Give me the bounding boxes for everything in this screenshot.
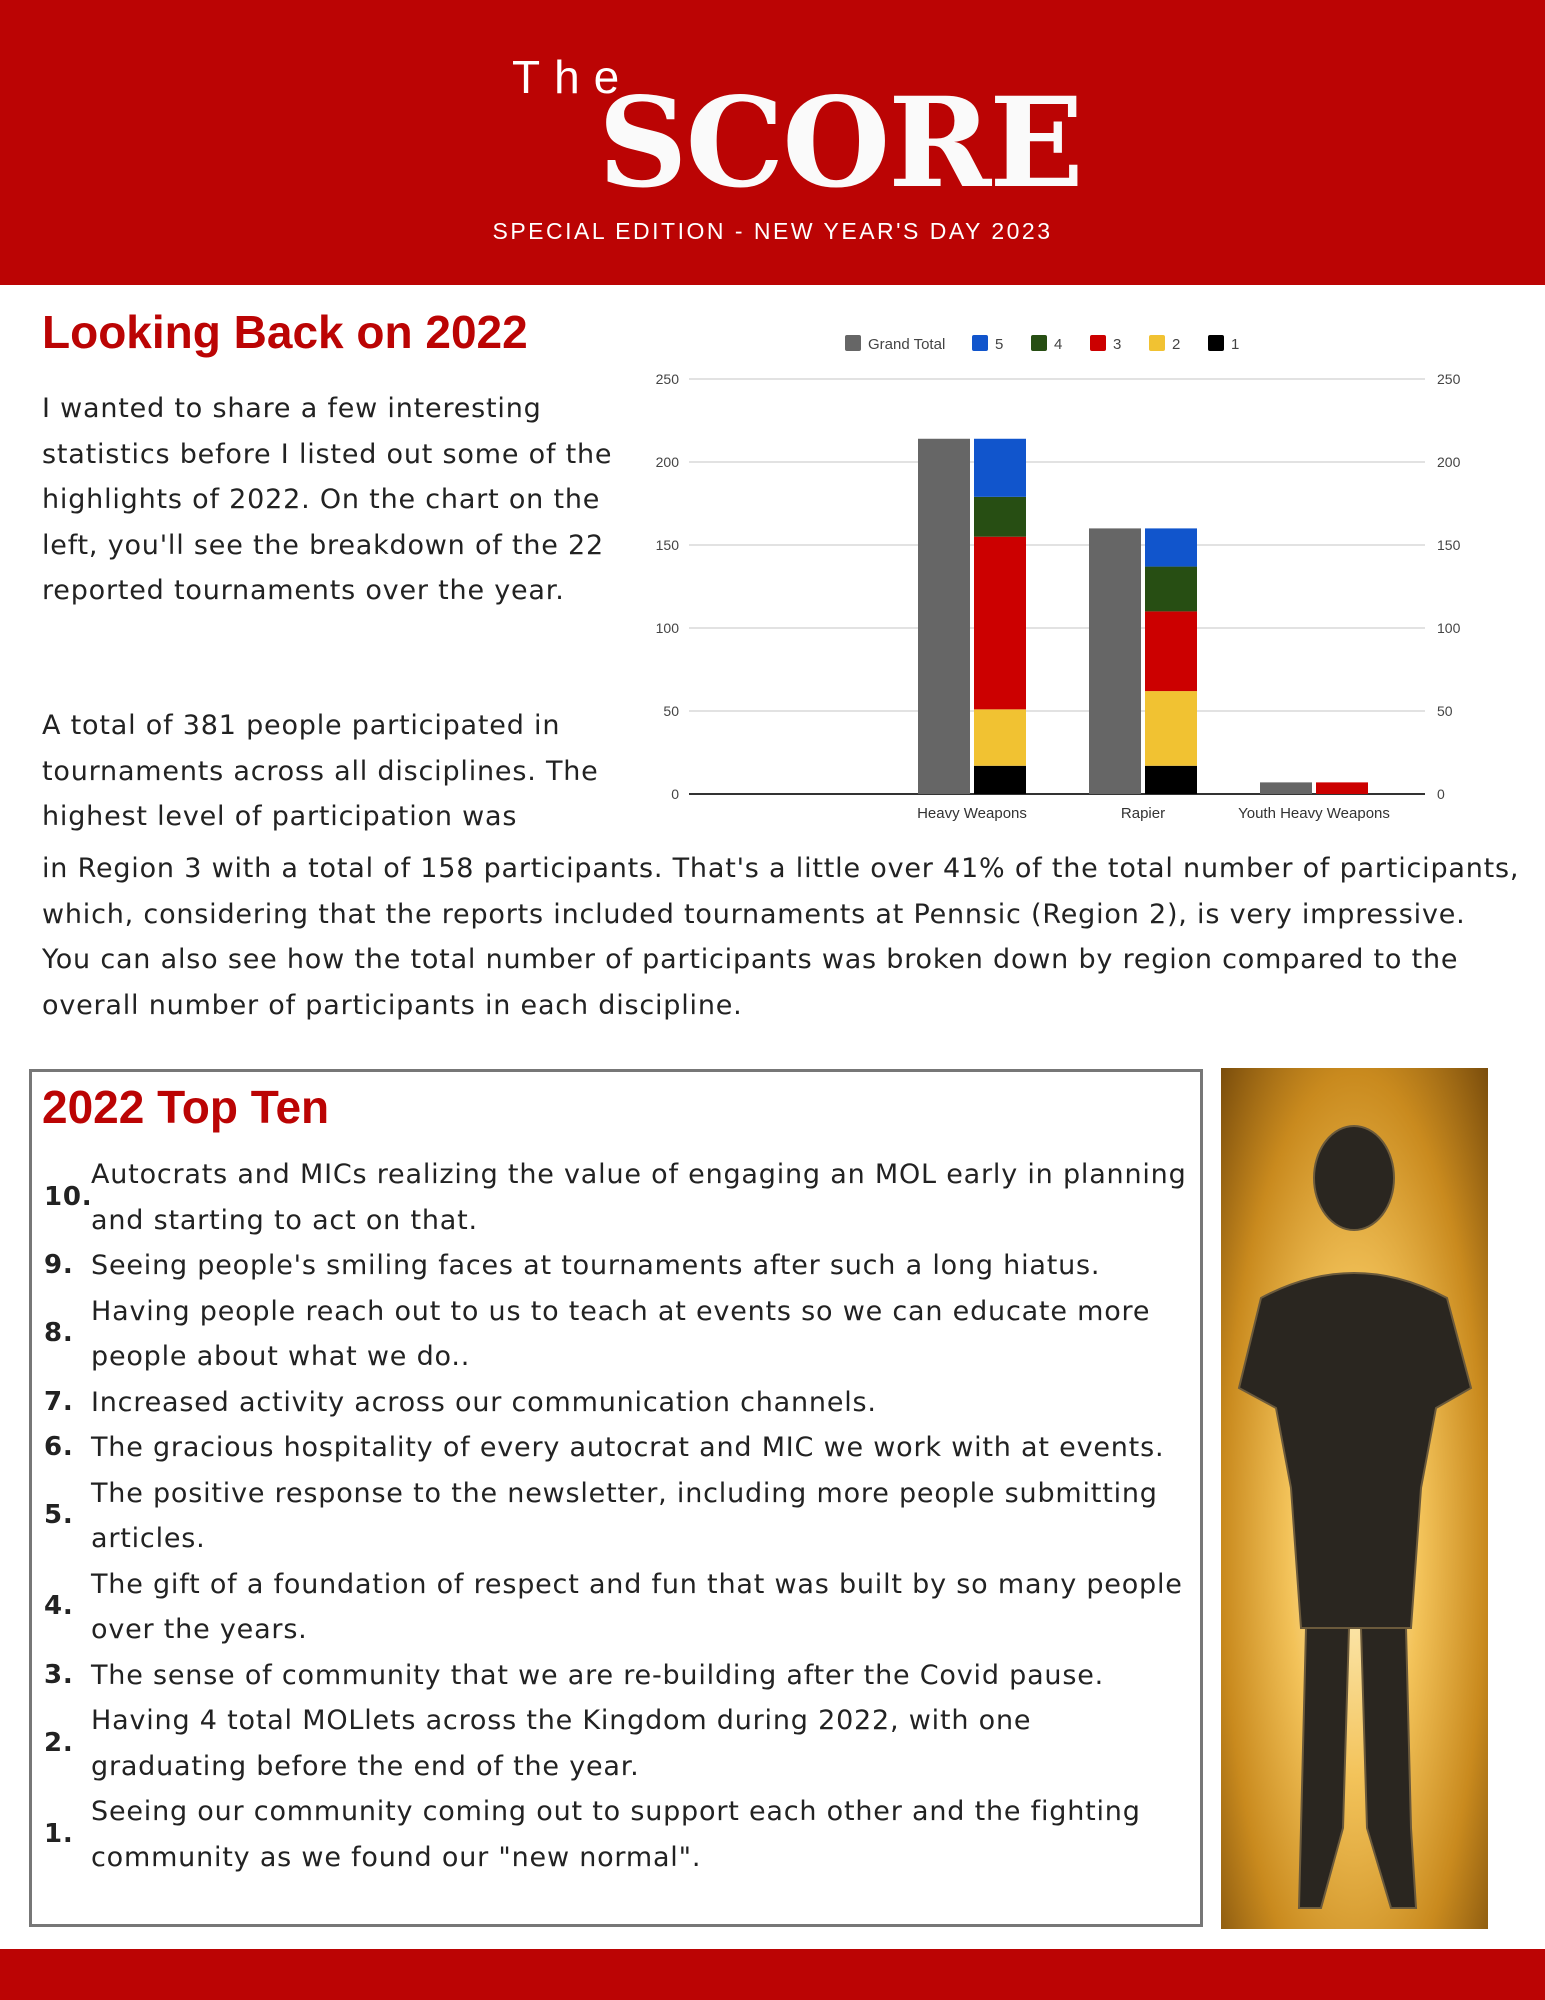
x-tick-label: Rapier <box>1120 805 1166 822</box>
y-tick-right: 50 <box>1437 703 1453 719</box>
y-tick-left: 100 <box>655 620 679 636</box>
y-tick-left: 150 <box>655 537 679 553</box>
legend-label: 1 <box>1231 336 1240 353</box>
y-tick-left: 200 <box>655 454 679 470</box>
intro-paragraph: I wanted to share a few interesting statistics before I listed out some of the highlights of 2022. On the chart on the left, you'll see the breakdown of the 22 reported tournaments over the year. <box>42 393 613 606</box>
y-tick-left: 250 <box>655 371 679 387</box>
top-ten-item <box>44 1152 1194 1243</box>
top-ten-item <box>44 1243 1194 1289</box>
y-tick-right: 250 <box>1437 371 1461 387</box>
bar-region-2 <box>1145 691 1197 766</box>
x-tick-label: Heavy Weapons <box>917 805 1027 822</box>
participation-paragraph: A total of 381 people participated in tournaments across all disciplines. The highest level of participation was <box>42 710 599 832</box>
legend-label: Grand Total <box>868 336 946 353</box>
legend-label: 4 <box>1054 336 1063 353</box>
y-tick-right: 0 <box>1437 786 1445 802</box>
item-number: 10. <box>44 1181 93 1212</box>
top-ten-item <box>44 1425 1194 1471</box>
legend-label: 5 <box>995 336 1004 353</box>
top-ten-item <box>44 1698 1194 1789</box>
legend-swatch <box>1149 335 1165 351</box>
item-number: 3. <box>44 1659 74 1690</box>
item-number: 5. <box>44 1500 74 1531</box>
top-ten-item <box>44 1653 1194 1699</box>
item-number: 7. <box>44 1386 74 1417</box>
bar-region-3 <box>974 537 1026 710</box>
top-ten-box <box>29 1069 1203 1927</box>
bar-region-5 <box>1145 528 1197 566</box>
legend-swatch <box>1031 335 1047 351</box>
participants-bar-chart <box>620 320 1520 840</box>
top-ten-item <box>44 1471 1194 1562</box>
x-tick-label: Youth Heavy Weapons <box>1238 805 1390 822</box>
bar-grand-total <box>918 439 970 794</box>
legend-label: 2 <box>1172 336 1181 353</box>
region-paragraph: in Region 3 with a total of 158 participants. That's a little over 41% of the total number of participants, which, considering that the reports included tournaments at Pennsic (Region 2), is very impressive. You can also see how the total number of participants was broken down by region compared to the overall number of participants in each discipline. <box>42 853 1520 1021</box>
section-heading: Looking Back on 2022 <box>42 306 528 358</box>
item-text: Having people reach out to us to teach at events so we can educate more people about what we do.. <box>91 1295 1151 1372</box>
item-number: 8. <box>44 1318 74 1349</box>
bar-region-3 <box>1316 782 1368 794</box>
top-ten-list <box>44 1152 1194 1880</box>
top-ten-item <box>44 1562 1194 1653</box>
item-text: Increased activity across our communication channels. <box>91 1386 877 1418</box>
item-text: Autocrats and MICs realizing the value of engaging an MOL early in planning and starting to act on that. <box>91 1159 1187 1236</box>
legend-swatch <box>1090 335 1106 351</box>
masthead <box>0 0 1545 285</box>
item-text: Having 4 total MOLlets across the Kingdom during 2022, with one graduating before the end of the year. <box>91 1705 1032 1782</box>
y-tick-left: 50 <box>663 703 679 719</box>
y-tick-right: 100 <box>1437 620 1461 636</box>
bar-region-4 <box>1145 567 1197 612</box>
item-text: The gracious hospitality of every autocrat and MIC we work with at events. <box>91 1432 1165 1463</box>
edition-subtitle: SPECIAL EDITION - NEW YEAR'S DAY 2023 <box>492 218 1053 244</box>
legend-label: 3 <box>1113 336 1122 353</box>
legend-swatch <box>845 335 861 351</box>
item-number: 1. <box>44 1818 74 1849</box>
masthead-title: SCORE <box>598 71 1082 216</box>
y-tick-right: 150 <box>1437 537 1461 553</box>
legend-swatch <box>972 335 988 351</box>
item-text: The gift of a foundation of respect and fun that was built by so many people over the years. <box>91 1568 1183 1645</box>
item-number: 6. <box>44 1432 74 1462</box>
item-text: Seeing our community coming out to support each other and the fighting community as we found our "new normal". <box>91 1796 1141 1873</box>
knight-armor-image <box>1221 1068 1488 1929</box>
bar-region-4 <box>974 497 1026 537</box>
bar-region-1 <box>1145 766 1197 794</box>
footer-bar <box>0 1949 1545 2000</box>
top-ten-item <box>44 1380 1194 1426</box>
top-ten-heading: 2022 Top Ten <box>42 1081 330 1133</box>
bar-region-3 <box>1145 611 1197 691</box>
item-text: The positive response to the newsletter, including more people submitting articles. <box>91 1477 1158 1554</box>
legend-swatch <box>1208 335 1224 351</box>
y-tick-left: 0 <box>671 786 679 802</box>
bar-region-5 <box>974 439 1026 497</box>
item-text: Seeing people's smiling faces at tournaments after such a long hiatus. <box>91 1250 1101 1281</box>
y-tick-right: 200 <box>1437 454 1461 470</box>
top-ten-item <box>44 1789 1194 1880</box>
item-number: 4. <box>44 1591 74 1622</box>
item-number: 9. <box>44 1250 74 1280</box>
bar-region-2 <box>974 709 1026 765</box>
item-number: 2. <box>44 1727 74 1758</box>
top-ten-item <box>44 1289 1194 1380</box>
bar-grand-total <box>1260 782 1312 794</box>
item-text: The sense of community that we are re-building after the Covid pause. <box>91 1659 1105 1691</box>
masthead-the: The <box>512 51 634 103</box>
bar-grand-total <box>1089 528 1141 794</box>
bar-region-1 <box>974 766 1026 794</box>
